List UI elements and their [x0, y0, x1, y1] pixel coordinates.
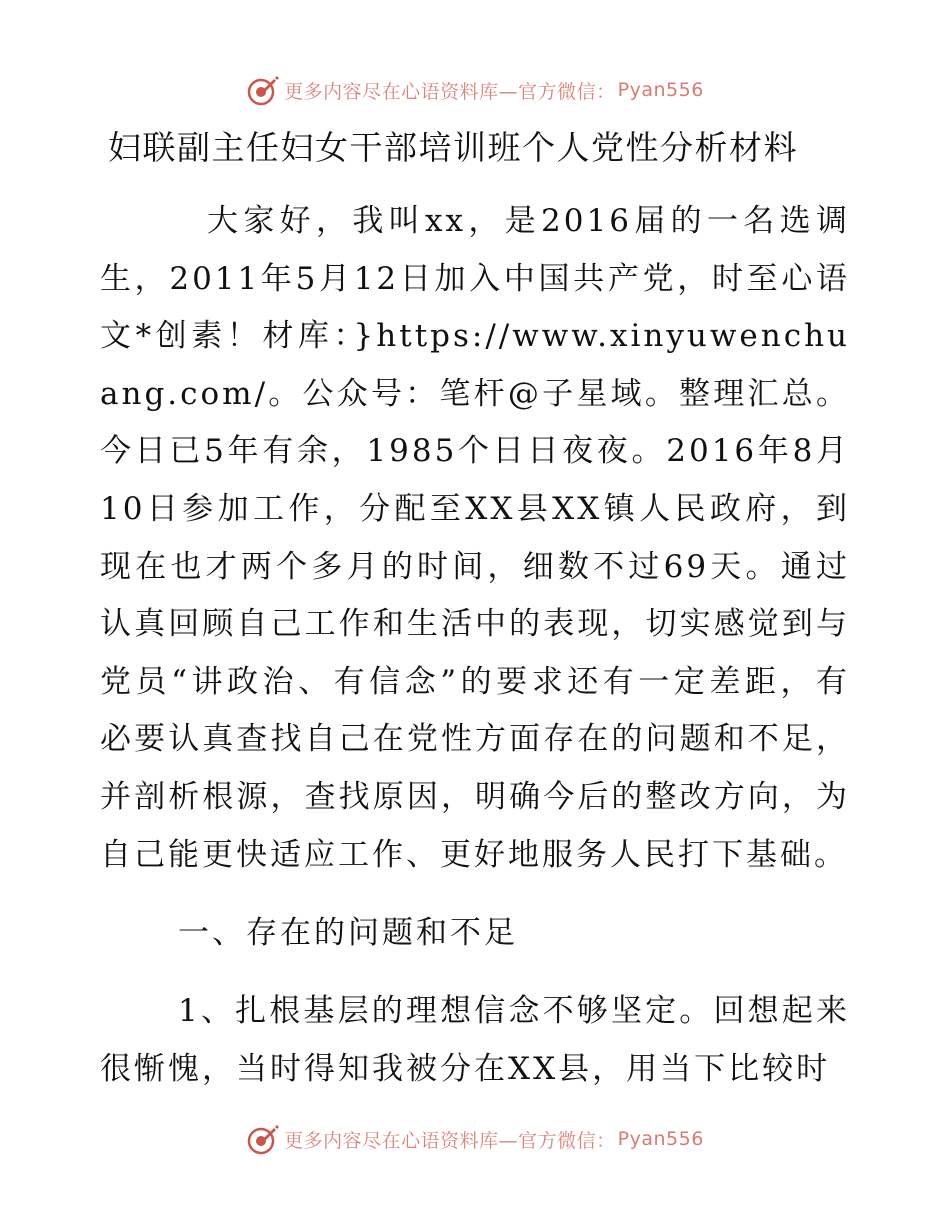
watermark-handle: Pyan556 [617, 79, 704, 101]
section-heading: 一、存在的问题和不足 [178, 915, 518, 951]
watermark-text: 更多内容尽在心语资料库—官方微信： [284, 80, 616, 103]
footer-watermark [0, 1119, 950, 1159]
pen-nib-logo-icon [246, 1122, 280, 1156]
document-title: 妇联副主任妇女干部培训班个人党性分析材料 [108, 128, 798, 167]
header-watermark [0, 70, 950, 110]
watermark-text: 更多内容尽在心语资料库—官方微信： [284, 1129, 616, 1152]
problem-paragraph: 1、扎根基层的理想信念不够坚定。回想起来很惭愧，当时得知我被分在XX县，用当下比较时 [100, 993, 850, 1087]
pen-nib-logo-icon [246, 73, 280, 107]
watermark-handle: Pyan556 [617, 1128, 704, 1150]
intro-paragraph: 大家好，我叫xx，是2016届的一名选调生，2011年5月12日加入中国共产党，时至心语文*创素！材库：}https://www.xinyuwenchuang.com/。公众号：笔杆@子星域。整理汇总。今日已5年有余，1985个日日夜夜。2016年8月10日参加工作，分配至XX县XX镇人民政府，到现在也才两个多月的时间，细数不过69天。通过认真回顾自己工作和生活中的表现，切实感觉到与党员“讲政治、有信念”的要求还有一定差距，有必要认真查找自己在党性方面存在的问题和不足，并剖析根源，查找原因，明确今后的整改方向，为自己能更快适应工作、更好地服务人民打下基础。 [100, 203, 850, 873]
